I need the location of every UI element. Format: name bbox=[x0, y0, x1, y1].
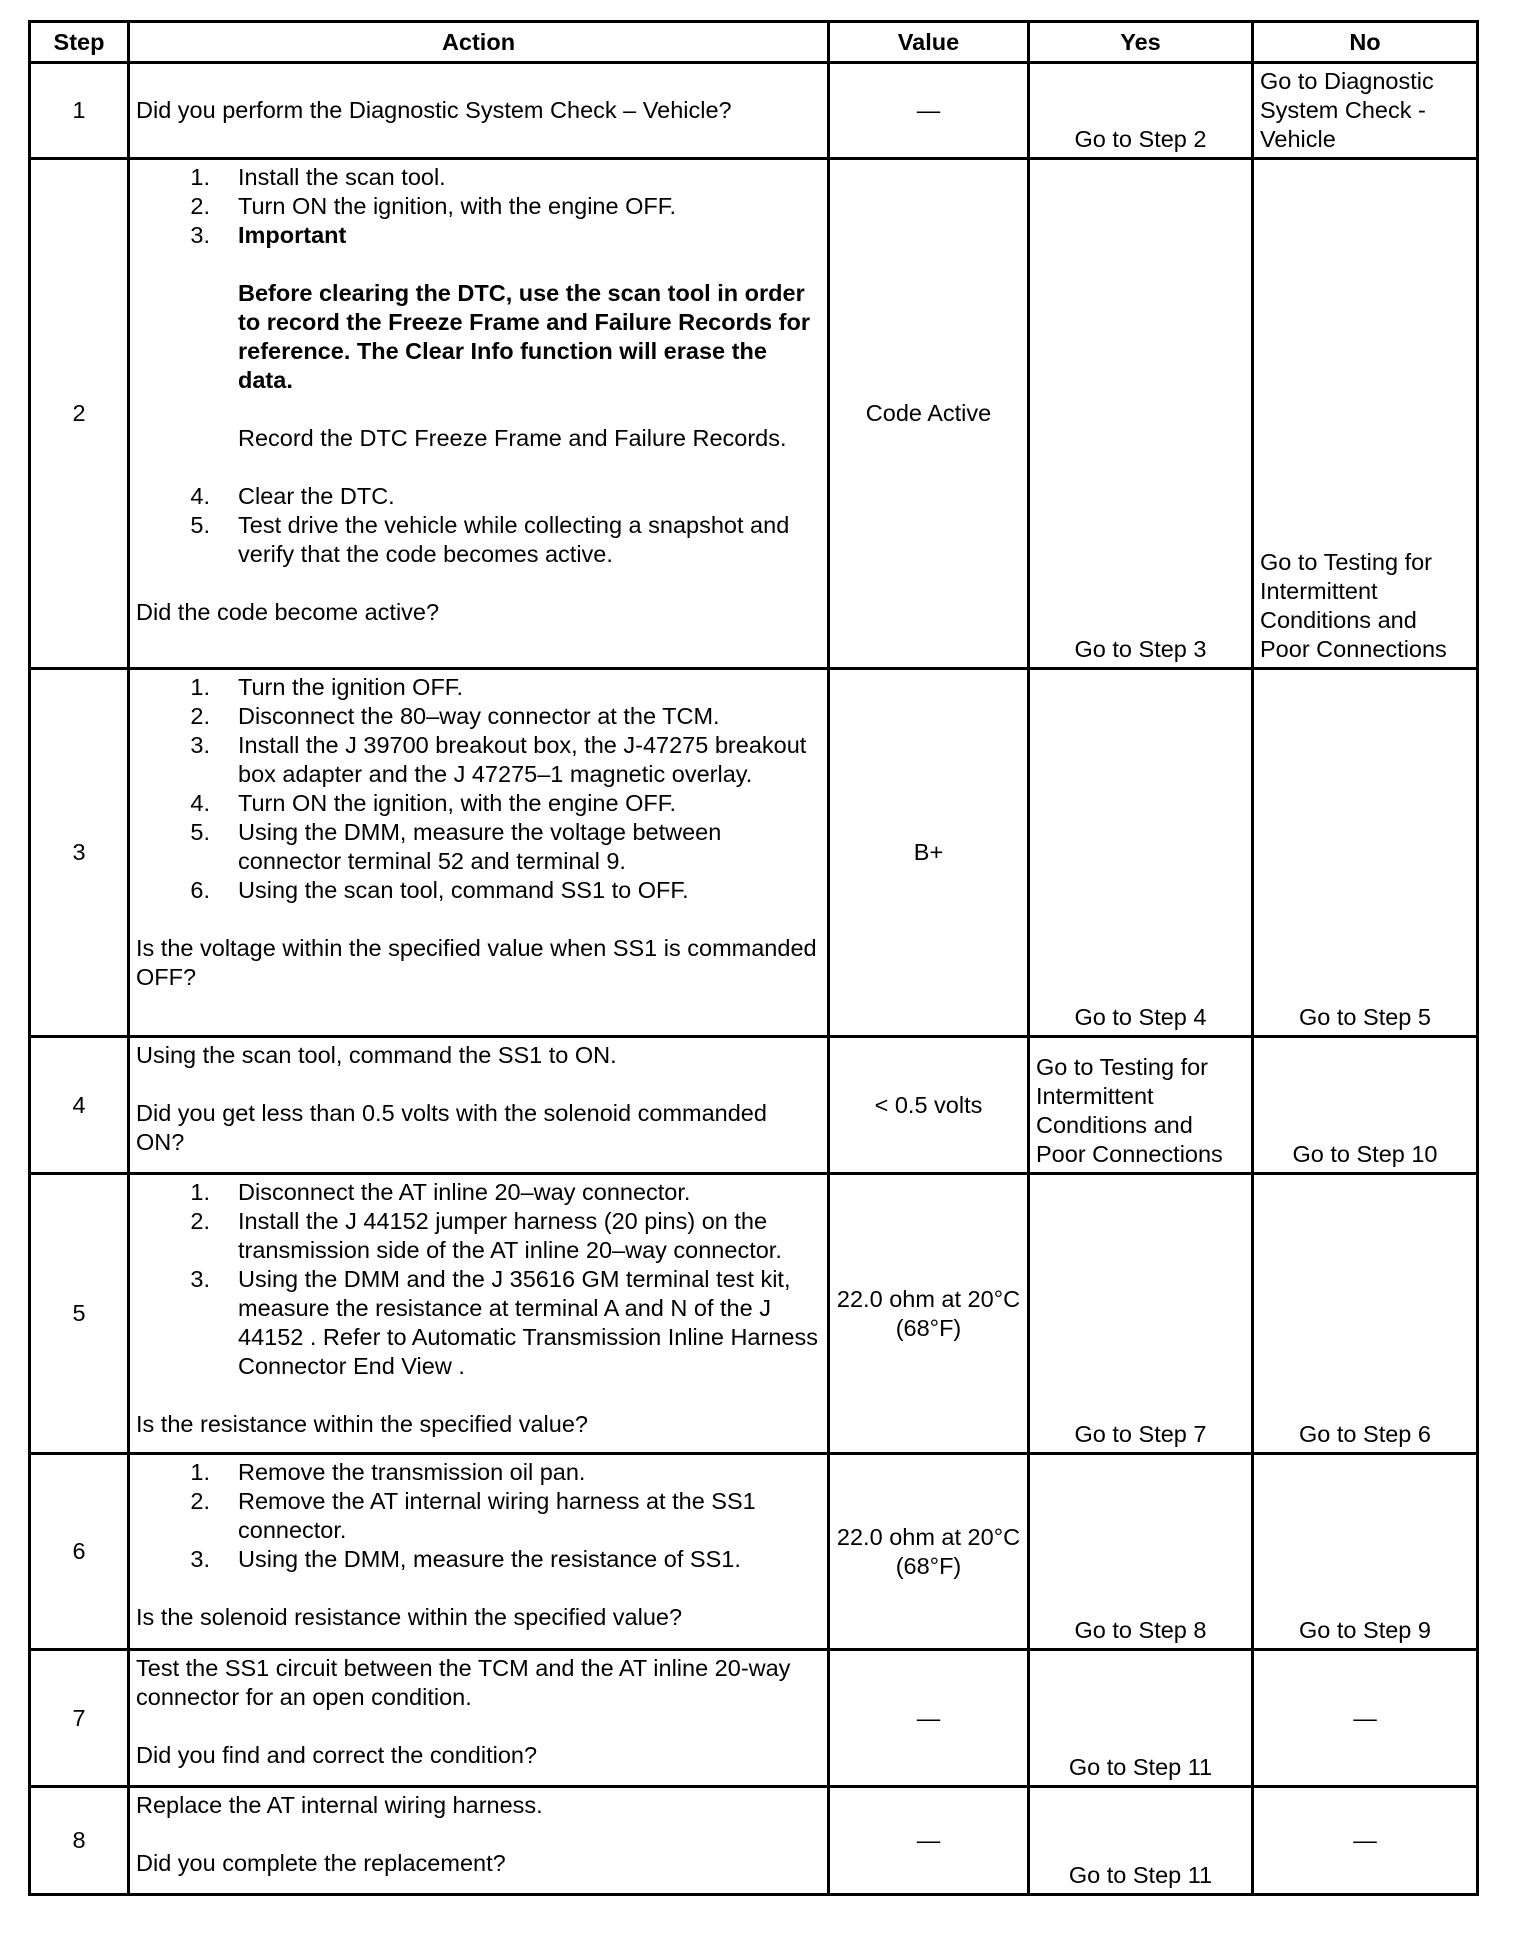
action-question: Did you perform the Diagnostic System Check – Vehicle? bbox=[136, 97, 732, 123]
value-cell: < 0.5 volts bbox=[829, 1037, 1029, 1174]
action-question: Did the code become active? bbox=[136, 599, 440, 625]
action-cell bbox=[129, 63, 829, 159]
item-number: 1. bbox=[190, 1179, 210, 1205]
value-cell: 22.0 ohm at 20°C (68°F) bbox=[829, 1174, 1029, 1454]
action-cell bbox=[129, 1174, 829, 1454]
action-question: Did you complete the replacement? bbox=[136, 1850, 506, 1876]
yes-cell: Go to Step 7 bbox=[1029, 1174, 1253, 1454]
action-question: Did you get less than 0.5 volts with the solenoid commanded ON? bbox=[136, 1100, 767, 1155]
header-no: No bbox=[1253, 22, 1478, 63]
item-text: Install the J 44152 jumper harness (20 pins) on the transmission side of the AT inline 20–way connector. bbox=[238, 1208, 782, 1263]
item-number: 3. bbox=[190, 1266, 210, 1292]
step-number: 6 bbox=[30, 1454, 129, 1650]
item-number: 1. bbox=[190, 164, 210, 190]
no-cell: Go to Testing for Intermittent Conditions and Poor Connections bbox=[1253, 159, 1478, 669]
value-cell: — bbox=[829, 1787, 1029, 1895]
list-item bbox=[136, 702, 821, 731]
action-cell bbox=[129, 1037, 829, 1174]
item-text: Disconnect the 80–way connector at the TCM. bbox=[238, 703, 720, 729]
step-number: 7 bbox=[30, 1650, 129, 1787]
item-number: 2. bbox=[190, 703, 210, 729]
step-number: 2 bbox=[30, 159, 129, 669]
item-text: Turn ON the ignition, with the engine OFF. bbox=[238, 790, 677, 816]
table-row bbox=[30, 159, 1478, 669]
table-row bbox=[30, 1650, 1478, 1787]
item-text: Using the DMM and the J 35616 GM terminal test kit, measure the resistance at terminal A and N of the J 44152 . Refer to Automatic Transmission Inline Harness Connector End View . bbox=[238, 1266, 818, 1379]
item-text: Using the DMM, measure the resistance of SS1. bbox=[238, 1546, 741, 1572]
list-item bbox=[136, 731, 821, 789]
header-step: Step bbox=[30, 22, 129, 63]
action-question: Did you find and correct the condition? bbox=[136, 1742, 538, 1768]
list-item bbox=[136, 673, 821, 702]
item-text: Install the J 39700 breakout box, the J-47275 breakout box adapter and the J 47275–1 magnetic overlay. bbox=[238, 732, 807, 787]
step-number: 5 bbox=[30, 1174, 129, 1454]
header-value: Value bbox=[829, 22, 1029, 63]
value-cell: Code Active bbox=[829, 159, 1029, 669]
action-question: Is the resistance within the specified value? bbox=[136, 1411, 588, 1437]
item-text: Turn the ignition OFF. bbox=[238, 674, 464, 700]
item-number: 6. bbox=[190, 877, 210, 903]
table-row bbox=[30, 1174, 1478, 1454]
action-cell bbox=[129, 1650, 829, 1787]
list-item bbox=[136, 876, 821, 905]
item-number: 3. bbox=[190, 222, 210, 248]
no-cell: — bbox=[1253, 1787, 1478, 1895]
item-number: 4. bbox=[190, 483, 210, 509]
item-text: Clear the DTC. bbox=[238, 483, 395, 509]
list-item bbox=[136, 1265, 821, 1381]
item-text: Remove the AT internal wiring harness at the SS1 connector. bbox=[238, 1488, 756, 1543]
item-text: Using the DMM, measure the voltage between connector terminal 52 and terminal 9. bbox=[238, 819, 722, 874]
list-item bbox=[136, 192, 821, 221]
yes-cell: Go to Step 11 bbox=[1029, 1650, 1253, 1787]
item-text: Remove the transmission oil pan. bbox=[238, 1459, 586, 1485]
header-action: Action bbox=[129, 22, 829, 63]
important-label: Important bbox=[238, 222, 347, 248]
yes-cell: Go to Testing for Intermittent Conditions and Poor Connections bbox=[1029, 1037, 1253, 1174]
action-question: Is the solenoid resistance within the specified value? bbox=[136, 1604, 683, 1630]
action-steps bbox=[136, 482, 821, 569]
yes-cell: Go to Step 11 bbox=[1029, 1787, 1253, 1895]
record-instruction: Record the DTC Freeze Frame and Failure Records. bbox=[238, 425, 787, 451]
item-number: 4. bbox=[190, 790, 210, 816]
table-row bbox=[30, 669, 1478, 1037]
value-cell: — bbox=[829, 63, 1029, 159]
list-item bbox=[136, 1178, 821, 1207]
item-number: 5. bbox=[190, 819, 210, 845]
item-text: Install the scan tool. bbox=[238, 164, 446, 190]
no-cell: Go to Diagnostic System Check - Vehicle bbox=[1253, 63, 1478, 159]
list-item bbox=[136, 1487, 821, 1545]
item-number: 5. bbox=[190, 512, 210, 538]
item-number: 3. bbox=[190, 1546, 210, 1572]
table-row bbox=[30, 63, 1478, 159]
yes-cell: Go to Step 3 bbox=[1029, 159, 1253, 669]
no-cell: Go to Step 5 bbox=[1253, 669, 1478, 1037]
no-cell: — bbox=[1253, 1650, 1478, 1787]
step-number: 4 bbox=[30, 1037, 129, 1174]
no-cell: Go to Step 10 bbox=[1253, 1037, 1478, 1174]
item-text: Disconnect the AT inline 20–way connector. bbox=[238, 1179, 691, 1205]
item-text: Using the scan tool, command SS1 to OFF. bbox=[238, 877, 689, 903]
item-number: 2. bbox=[190, 1208, 210, 1234]
value-cell: B+ bbox=[829, 669, 1029, 1037]
action-cell bbox=[129, 1454, 829, 1650]
action-steps bbox=[136, 1178, 821, 1381]
important-note: Before clearing the DTC, use the scan tool in order to record the Freeze Frame and Failure Records for reference. The Clear Info function will erase the data. bbox=[238, 280, 810, 393]
step-number: 8 bbox=[30, 1787, 129, 1895]
list-item bbox=[136, 511, 821, 569]
yes-cell: Go to Step 4 bbox=[1029, 669, 1253, 1037]
table-row bbox=[30, 1787, 1478, 1895]
item-text: Turn ON the ignition, with the engine OFF. bbox=[238, 193, 677, 219]
value-cell: 22.0 ohm at 20°C (68°F) bbox=[829, 1454, 1029, 1650]
value-cell: — bbox=[829, 1650, 1029, 1787]
header-yes: Yes bbox=[1029, 22, 1253, 63]
action-steps bbox=[136, 1458, 821, 1574]
action-steps bbox=[136, 673, 821, 905]
item-number: 1. bbox=[190, 1459, 210, 1485]
step-number: 3 bbox=[30, 669, 129, 1037]
item-number: 3. bbox=[190, 732, 210, 758]
action-steps bbox=[136, 163, 821, 250]
step-number: 1 bbox=[30, 63, 129, 159]
list-item bbox=[136, 1545, 821, 1574]
yes-cell: Go to Step 8 bbox=[1029, 1454, 1253, 1650]
item-text: Test drive the vehicle while collecting a snapshot and verify that the code becomes active. bbox=[238, 512, 790, 567]
item-number: 2. bbox=[190, 193, 210, 219]
list-item bbox=[136, 163, 821, 192]
table-row bbox=[30, 1454, 1478, 1650]
list-item bbox=[136, 482, 821, 511]
no-cell: Go to Step 6 bbox=[1253, 1174, 1478, 1454]
diagnostic-table bbox=[28, 20, 1479, 1896]
list-item bbox=[136, 818, 821, 876]
action-cell bbox=[129, 669, 829, 1037]
header-row bbox=[30, 22, 1478, 63]
yes-cell: Go to Step 2 bbox=[1029, 63, 1253, 159]
no-cell: Go to Step 9 bbox=[1253, 1454, 1478, 1650]
item-number: 2. bbox=[190, 1488, 210, 1514]
action-cell bbox=[129, 1787, 829, 1895]
table-row bbox=[30, 1037, 1478, 1174]
list-item bbox=[136, 221, 821, 250]
list-item bbox=[136, 1458, 821, 1487]
action-text: Using the scan tool, command the SS1 to ON. bbox=[136, 1042, 617, 1068]
action-cell bbox=[129, 159, 829, 669]
action-text: Replace the AT internal wiring harness. bbox=[136, 1792, 543, 1818]
action-question: Is the voltage within the specified value when SS1 is commanded OFF? bbox=[136, 935, 817, 990]
list-item bbox=[136, 789, 821, 818]
item-number: 1. bbox=[190, 674, 210, 700]
list-item bbox=[136, 1207, 821, 1265]
action-text: Test the SS1 circuit between the TCM and the AT inline 20-way connector for an open condition. bbox=[136, 1655, 791, 1710]
